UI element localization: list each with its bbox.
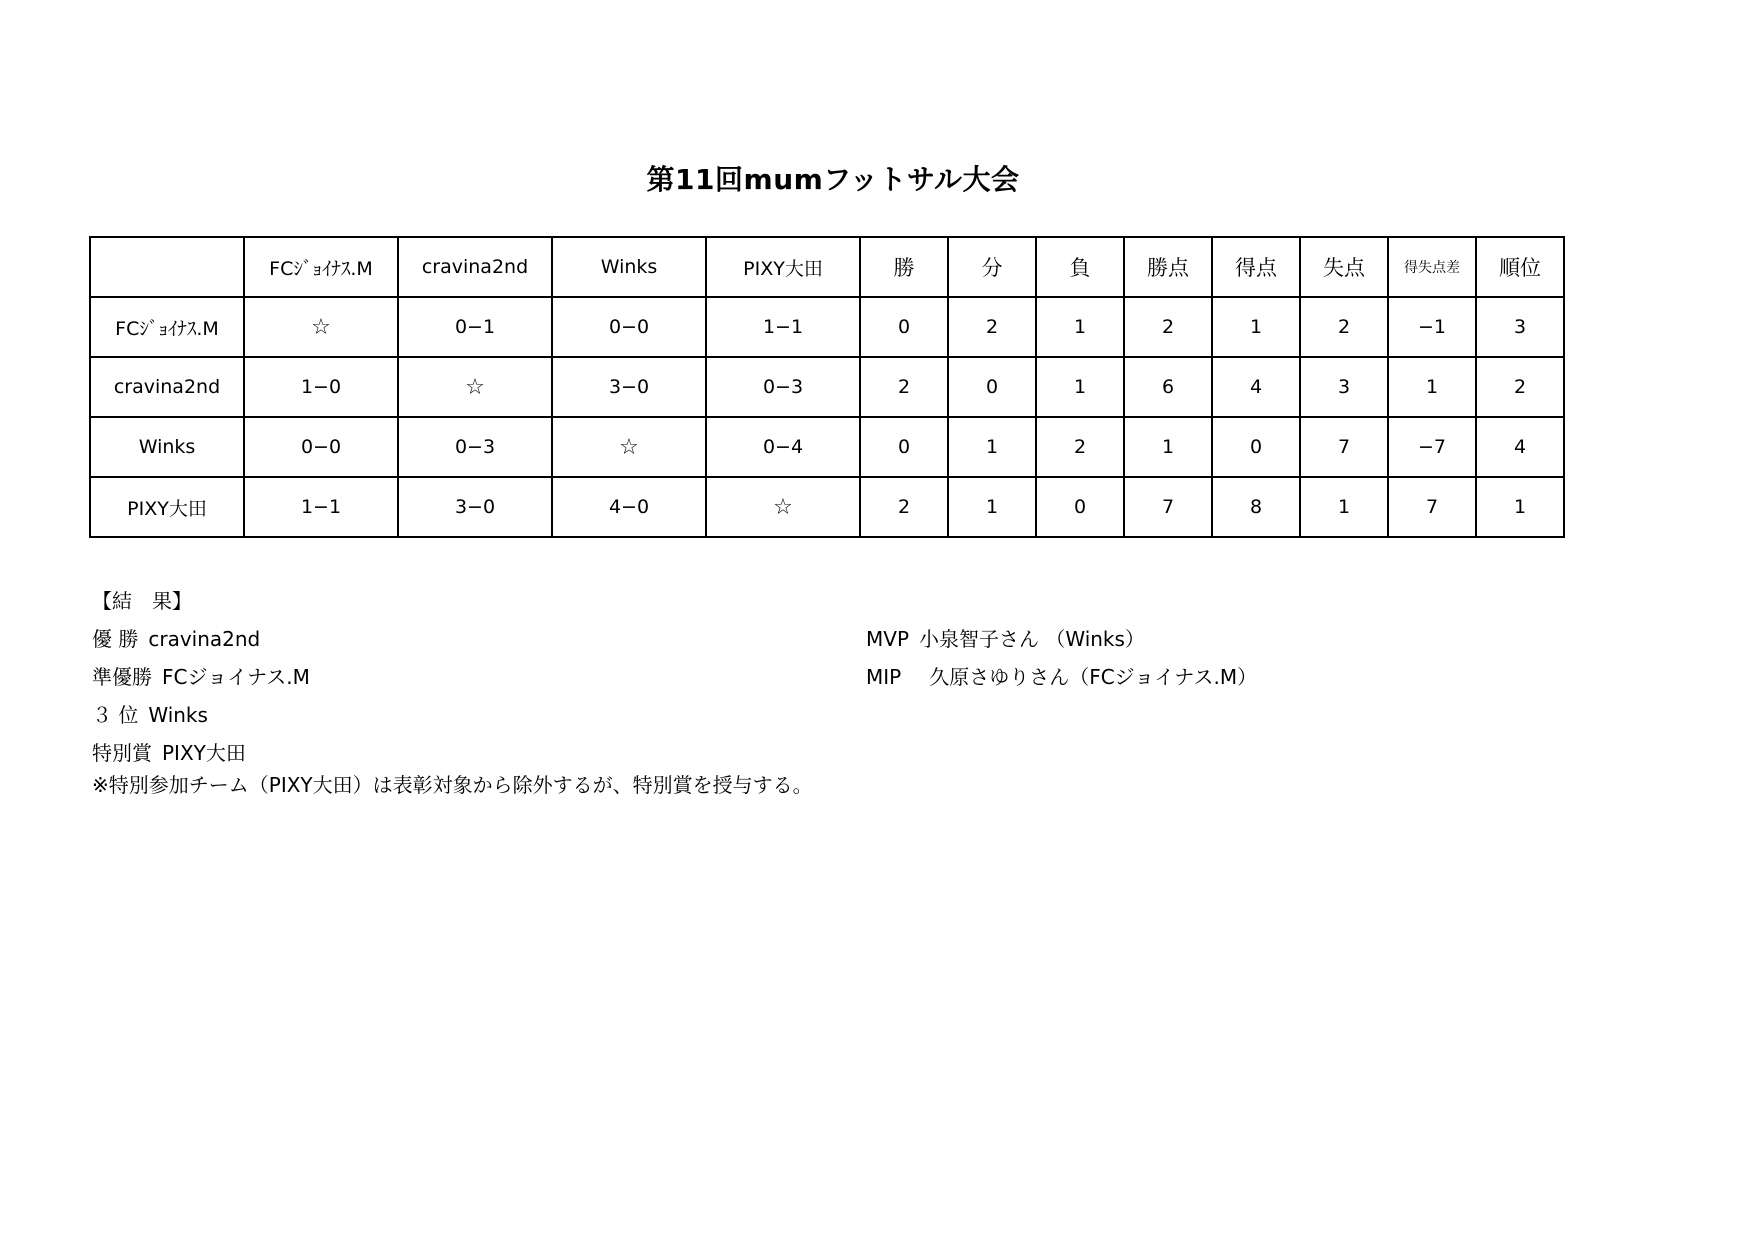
table-cell: 2	[1036, 417, 1124, 477]
table-cell: 4	[1476, 417, 1564, 477]
winner-team: cravina2nd	[148, 627, 261, 651]
table-cell: 3−0	[552, 357, 706, 417]
table-cell: 2	[860, 477, 948, 537]
table-cell: 0−3	[706, 357, 860, 417]
table-cell: 7	[1388, 477, 1476, 537]
third-place-label: ３ 位	[92, 703, 139, 727]
table-cell: 8	[1212, 477, 1300, 537]
column-header: Winks	[552, 237, 706, 297]
table-row	[90, 297, 1564, 357]
table-cell: 1−0	[244, 357, 398, 417]
table-cell: 1	[1036, 297, 1124, 357]
results-heading: 【結 果】	[92, 589, 192, 613]
table-cell: 3−0	[398, 477, 552, 537]
table-cell: 3	[1476, 297, 1564, 357]
column-header: PIXY大田	[706, 237, 860, 297]
table-cell: −1	[1388, 297, 1476, 357]
mip-player: 久原さゆりさん（FCジョイナス.M）	[929, 665, 1258, 689]
table-cell: 1−1	[706, 297, 860, 357]
table-cell: ☆	[706, 477, 860, 537]
table-cell: 7	[1124, 477, 1212, 537]
mvp-player: 小泉智子さん （Winks）	[919, 627, 1145, 651]
table-cell: 0	[1036, 477, 1124, 537]
row-team-name: FCｼﾞｮｲﾅｽ.M	[90, 297, 244, 357]
column-header: 得点	[1212, 237, 1300, 297]
runner-up-team: FCジョイナス.M	[162, 665, 310, 689]
winner-label: 優 勝	[92, 627, 139, 651]
table-cell: 1	[948, 477, 1036, 537]
column-header: cravina2nd	[398, 237, 552, 297]
third-place-team: Winks	[148, 703, 208, 727]
column-header: 負	[1036, 237, 1124, 297]
table-cell: 1	[1300, 477, 1388, 537]
row-team-name: PIXY大田	[90, 477, 244, 537]
special-award-team: PIXY大田	[162, 741, 246, 765]
table-cell: 0−1	[398, 297, 552, 357]
results-section	[92, 582, 813, 804]
table-cell: 1	[1036, 357, 1124, 417]
table-cell: 1	[1124, 417, 1212, 477]
row-team-name: Winks	[90, 417, 244, 477]
table-cell: 0	[860, 417, 948, 477]
third-place-line	[92, 696, 813, 734]
table-cell: 1	[1476, 477, 1564, 537]
column-header: 得失点差	[1388, 237, 1476, 297]
table-cell: ☆	[552, 417, 706, 477]
table-cell: 7	[1300, 417, 1388, 477]
table-cell: 0	[948, 357, 1036, 417]
runner-up-line	[92, 658, 813, 696]
table-cell: 0	[860, 297, 948, 357]
column-header: FCｼﾞｮｲﾅｽ.M	[244, 237, 398, 297]
table-cell: 0−0	[244, 417, 398, 477]
table-row	[90, 417, 1564, 477]
table-cell: 2	[1124, 297, 1212, 357]
table-cell: 0−4	[706, 417, 860, 477]
column-header: 失点	[1300, 237, 1388, 297]
table-cell: 2	[1300, 297, 1388, 357]
table-cell: 1−1	[244, 477, 398, 537]
special-award-label: 特別賞	[92, 741, 152, 765]
table-row	[90, 477, 1564, 537]
table-cell: 4	[1212, 357, 1300, 417]
special-note: ※特別参加チーム（PIXY大田）は表彰対象から除外するが、特別賞を授与する。	[92, 773, 813, 797]
mvp-label: MVP	[866, 627, 909, 651]
individual-awards	[866, 620, 1257, 696]
table-cell: 1	[1388, 357, 1476, 417]
mip-line	[866, 658, 1257, 696]
column-header: 分	[948, 237, 1036, 297]
column-header: 勝	[860, 237, 948, 297]
table-cell: 0−3	[398, 417, 552, 477]
row-team-name: cravina2nd	[90, 357, 244, 417]
column-header	[90, 237, 244, 297]
page-title: 第11回mumフットサル大会	[646, 163, 1020, 196]
table-cell: 4−0	[552, 477, 706, 537]
table-row	[90, 357, 1564, 417]
runner-up-label: 準優勝	[92, 665, 152, 689]
table-cell: 0−0	[552, 297, 706, 357]
column-header: 順位	[1476, 237, 1564, 297]
table-cell: 6	[1124, 357, 1212, 417]
mvp-line	[866, 620, 1257, 658]
column-header: 勝点	[1124, 237, 1212, 297]
table-cell: 1	[1212, 297, 1300, 357]
league-table	[89, 236, 1565, 538]
table-cell: ☆	[244, 297, 398, 357]
mip-label: MIP	[866, 665, 902, 689]
table-cell: −7	[1388, 417, 1476, 477]
table-cell: 3	[1300, 357, 1388, 417]
table-cell: 2	[1476, 357, 1564, 417]
table-cell: 2	[860, 357, 948, 417]
table-header-row	[90, 237, 1564, 297]
table-cell: ☆	[398, 357, 552, 417]
winner-line	[92, 620, 813, 658]
table-cell: 0	[1212, 417, 1300, 477]
table-cell: 1	[948, 417, 1036, 477]
table-cell: 2	[948, 297, 1036, 357]
